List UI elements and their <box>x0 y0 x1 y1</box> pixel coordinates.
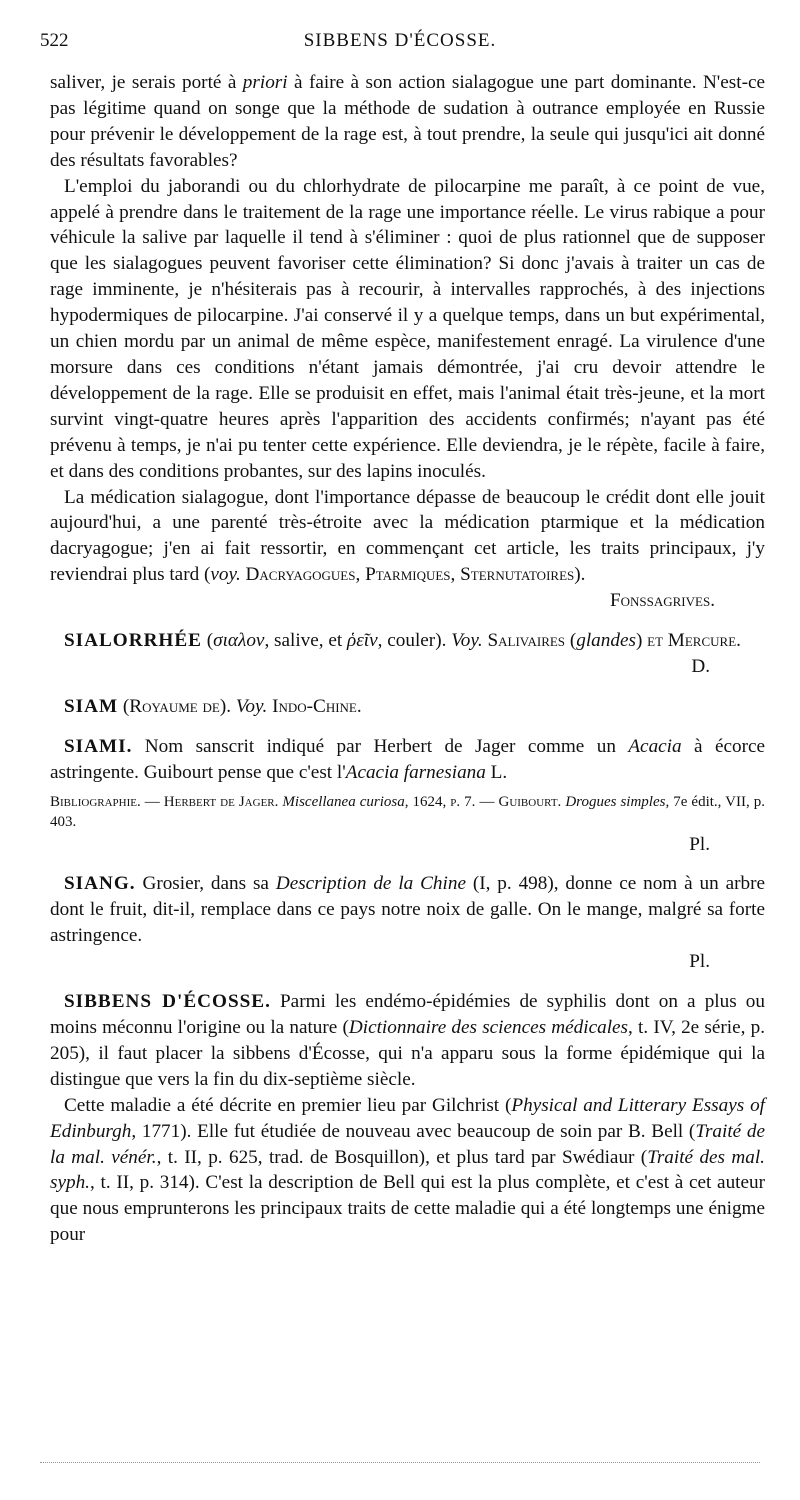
bibliography: Bibliographie. — Herbert de Jager. Miscellanea curiosa, 1624, p. 7. — Guibourt. Drogues simples, 7e édit., VII, p. 403. <box>50 793 766 830</box>
entry-siami: SIAMI. Nom sanscrit indiqué par Herbert de Jager comme un Acacia à écorce astringente. Guibourt pense que c'est l'Acacia farnesiana L. Bibliographie. — Herbert de Jager. Miscellanea curiosa, 1624, p. 7. — Guibourt. Drogues simples, 7e édit., VII, p. 403. Pl. <box>50 734 765 858</box>
entry-head: SIANG. <box>64 873 136 895</box>
entry-head: SIAM <box>64 695 119 717</box>
entry-head: SIALORRHÉE <box>64 630 202 652</box>
continuation-paragraph-1: saliver, je serais porté à priori à faire à son action sialagogue une part dominante. N'est-ce pas légitime quand on songe que la méthode de sudation à outrance employée en Russie pour prévenir le développement de la rage est, à tout prendre, la seule qui jusqu'ici ait donné des résultats favorables? <box>50 72 766 171</box>
entry-siang: SIANG. Grosier, dans sa Description de la Chine (I, p. 498), donne ce nom à un arbre dont le fruit, dit-il, remplace dans ce pays notre noix de galle. On le mange, malgré sa forte astringence. Pl. <box>50 871 765 975</box>
page-header <box>40 30 760 60</box>
entry-head: SIAMI. <box>64 735 133 757</box>
sibbens-paragraph-2: Cette maladie a été décrite en premier lieu par Gilchrist (Physical and Litterary Essays of Edinburgh, 1771). Elle fut étudiée de nouveau avec beaucoup de soin par B. Bell (Traité de la mal. vénér., t. II, p. 625, trad. de Bosquillon), et plus tard par Swédiaur (Traité des mal. syph., t. II, p. 314). C'est la description de Bell qui est la plus complète, et c'est à cet auteur que nous emprunterons les principaux traits de cette maladie qui a été longtemps une énigme pour <box>50 1094 766 1246</box>
bottom-rule <box>40 1462 760 1463</box>
page-body <box>50 70 765 1248</box>
signature-pl: Pl. <box>689 951 710 973</box>
signature-pl: Pl. <box>689 833 710 855</box>
continuation-paragraph-2: L'emploi du jaborandi ou du chlorhydrate de pilocarpine me paraît, à ce point de vue, appelé à prendre dans le traitement de la rage une importance réelle. Le virus rabique a pour véhicule la salive par laquelle il tend à s'éliminer : quoi de plus rationnel que de supposer que les sialagogues peuvent favoriser cette élimination? Si donc j'avais à traiter un cas de rage imminente, je n'hésiterais pas à recourir, à intervalles rapprochés, à des injections hypodermiques de pilocarpine. J'ai conservé il y a quelque temps, dans un but expérimental, un chien mordu par un animal de même espèce, manifestement enragé. La virulence d'une morsure dans ces conditions n'étant jamais démontrée, j'ai cru devoir attendre le développement de la rage. Elle se produisit en effet, mais l'animal était très-jeune, et la mort survint vingt-quatre heures après l'apparition des accidents confirmés; n'ayant pas été prévenu à temps, je n'ai pu tenter cette expérience. Elle deviendra, je le répète, facile à faire, et dans des conditions probantes, sur des lapins inoculés. <box>50 175 765 482</box>
page-number: 522 <box>40 30 69 51</box>
continuation-paragraph-3: La médication sialagogue, dont l'importance dépasse de beaucoup le crédit dont elle jouit aujourd'hui, a une parenté très-étroite avec la médication ptarmique et la médication dacryagogue; j'en ai fait ressortir, en commençant cet article, les traits principaux, j'y reviendrai plus tard (voy. Dacryagogues, Ptarmiques, Sternutatoires). <box>50 486 765 586</box>
entry-sialorrhee: SIALORRHÉE (σιαλον, salive, et ῥεῖν, couler). Voy. Salivaires (glandes) et Mercure. D. <box>50 628 765 680</box>
entry-head: SIBBENS D'ÉCOSSE. <box>64 991 271 1013</box>
signature-fonssagrives: Fonssagrives. <box>609 590 715 612</box>
signature-d: D. <box>691 655 710 677</box>
running-title: SIBBENS D'ÉCOSSE. <box>303 30 497 51</box>
entry-sibbens: SIBBENS D'ÉCOSSE. Parmi les endémo-épidémies de syphilis dont on a plus ou moins méconnu l'origine ou la nature (Dictionnaire des sciences médicales, t. IV, 2e série, p. 205), il faut placer la sibbens d'Écosse, qui n'a apparu sous la forme épidémique qui la distingue que vers la fin du dix-septième siècle. Cette maladie a été décrite en premier lieu par Gilchrist (Physical and Litterary Essays of Edinburgh, 1771). Elle fut étudiée de nouveau avec beaucoup de soin par B. Bell (Traité de la mal. vénér., t. II, p. 625, trad. de Bosquillon), et plus tard par Swédiaur (Traité des mal. syph., t. II, p. 314). C'est la description de Bell qui est la plus complète, et c'est à cet auteur que nous emprunterons les principaux traits de cette maladie qui a été longtemps une énigme pour <box>50 989 765 1248</box>
entry-siam: SIAM (Royaume de). Voy. Indo-Chine. <box>64 695 362 717</box>
